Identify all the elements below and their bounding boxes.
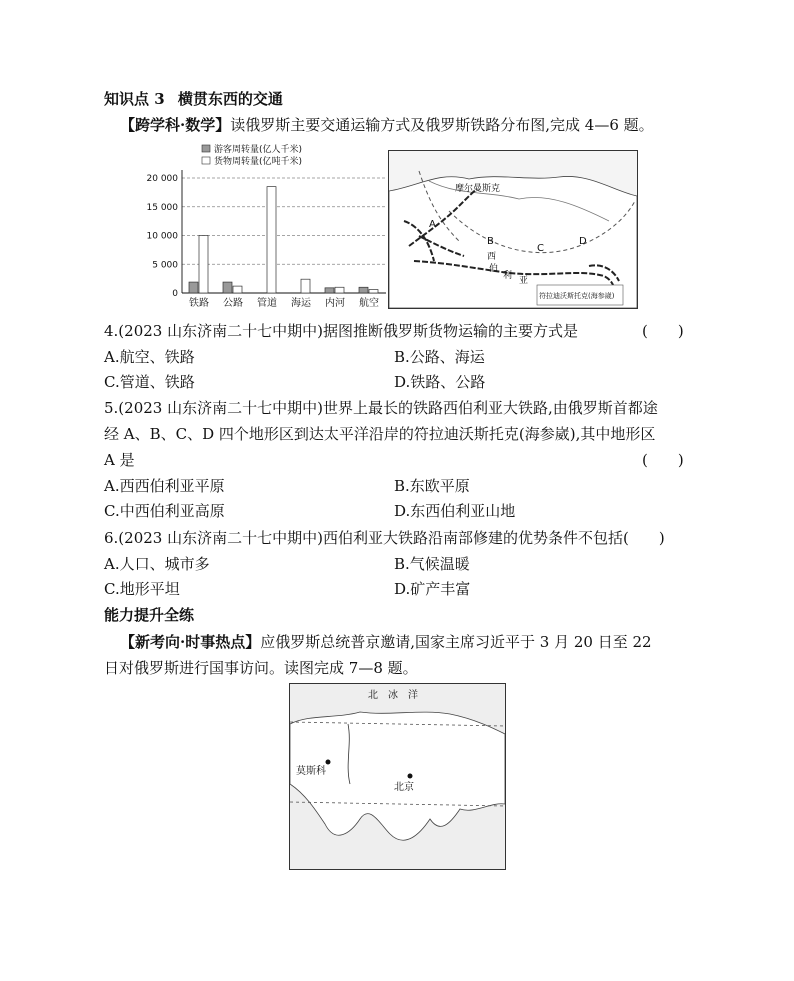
bar	[233, 286, 242, 293]
bar	[369, 290, 378, 293]
label-beijing: 北京	[394, 782, 414, 793]
y-tick-label: 5 000	[152, 260, 178, 271]
x-tick-label: 铁路	[189, 298, 209, 309]
bar	[267, 187, 276, 293]
label-B: B	[487, 236, 494, 247]
section-title: 横贯东西的交通	[177, 90, 283, 108]
option-4B[interactable]: B.公路、海运	[394, 348, 485, 366]
intro-text: 读俄罗斯主要交通运输方式及俄罗斯铁路分布图,完成 4—6 题。	[230, 116, 654, 134]
x-tick-label: 航空	[359, 298, 379, 309]
option-6C[interactable]: C.地形平坦	[104, 580, 180, 598]
legend-swatch	[202, 145, 210, 152]
label-moscow: 莫斯科	[296, 766, 326, 777]
legend-label: 游客周转量(亿人千米)	[214, 145, 303, 155]
intro-line	[120, 114, 654, 135]
russia-railway-map	[388, 150, 638, 309]
x-tick-label: 内河	[325, 298, 345, 309]
question-5-stem-line2: 经 A、B、C、D 四个地形区到达太平洋沿岸的符拉迪沃斯托克(海参崴),其中地形区	[104, 425, 656, 443]
question-5-stem-line3: A 是	[104, 451, 135, 469]
eurasia-map-svg	[290, 684, 505, 869]
moscow-dot	[326, 760, 331, 765]
option-6B[interactable]: B.气候温暖	[394, 555, 470, 573]
section-heading	[104, 88, 283, 109]
russia-map-svg	[389, 151, 637, 308]
x-tick-label: 公路	[223, 298, 243, 309]
option-4D[interactable]: D.铁路、公路	[394, 373, 486, 391]
option-5A[interactable]: A.西西伯利亚平原	[104, 477, 225, 495]
label-xi: 西	[487, 252, 497, 262]
tag-interdisciplinary: 【跨学科·数学】	[120, 116, 231, 134]
section2-heading: 能力提升全练	[104, 606, 195, 624]
transport-bar-chart	[140, 140, 390, 312]
option-5B[interactable]: B.东欧平原	[394, 477, 470, 495]
label-murmansk: 摩尔曼斯克	[455, 184, 501, 194]
eurasia-map	[289, 683, 506, 870]
beijing-dot	[408, 774, 413, 779]
option-6A[interactable]: A.人口、城市多	[104, 555, 210, 573]
section2-intro-text: 应俄罗斯总统普京邀请,国家主席习近平于 3 月 20 日至 22	[260, 633, 652, 651]
label-vladivostok: 符拉迪沃斯托克(海参崴)	[539, 292, 615, 300]
y-tick-label: 0	[172, 289, 178, 299]
legend-label: 货物周转量(亿吨千米)	[214, 157, 303, 167]
bar	[359, 287, 368, 293]
option-5C[interactable]: C.中西伯利亚高原	[104, 502, 225, 520]
bar	[189, 282, 198, 293]
y-tick-label: 10 000	[146, 231, 178, 242]
question-5-paren: ( )	[642, 451, 684, 469]
section-number: 知识点 3	[104, 90, 165, 108]
label-bo: 伯	[489, 264, 499, 274]
x-tick-label: 管道	[257, 298, 277, 309]
question-5-stem-line1: 5.(2023 山东济南二十七中期中)世界上最长的铁路西伯利亚大铁路,由俄罗斯首都途	[104, 399, 658, 417]
question-4-stem: 4.(2023 山东济南二十七中期中)据图推断俄罗斯货物运输的主要方式是	[104, 322, 578, 340]
option-5D[interactable]: D.东西伯利亚山地	[394, 502, 516, 520]
label-ya: 亚	[519, 276, 529, 286]
y-tick-label: 20 000	[146, 174, 178, 184]
bar	[301, 279, 310, 293]
x-tick-label: 海运	[291, 298, 311, 309]
y-tick-label: 15 000	[146, 202, 178, 213]
bar	[325, 288, 334, 293]
label-C: C	[537, 243, 544, 254]
section2-intro-line1	[120, 631, 652, 652]
option-6D[interactable]: D.矿产丰富	[394, 580, 471, 598]
label-ocean: 北 冰 洋	[368, 690, 418, 701]
section2-intro-line2: 日对俄罗斯进行国事访问。读图完成 7—8 题。	[104, 659, 418, 677]
option-4A[interactable]: A.航空、铁路	[104, 348, 195, 366]
label-D: D	[579, 236, 587, 247]
tag-current-events: 【新考向·时事热点】	[120, 633, 261, 651]
label-A: A	[429, 219, 436, 230]
legend-swatch	[202, 157, 210, 164]
question-4-paren: ( )	[642, 322, 684, 340]
bar	[223, 282, 232, 293]
option-4C[interactable]: C.管道、铁路	[104, 373, 195, 391]
label-li: 利	[503, 271, 513, 281]
bar	[335, 287, 344, 293]
question-6-stem: 6.(2023 山东济南二十七中期中)西伯利亚大铁路沿南部修建的优势条件不包括( )	[104, 529, 665, 547]
bar	[199, 236, 208, 294]
